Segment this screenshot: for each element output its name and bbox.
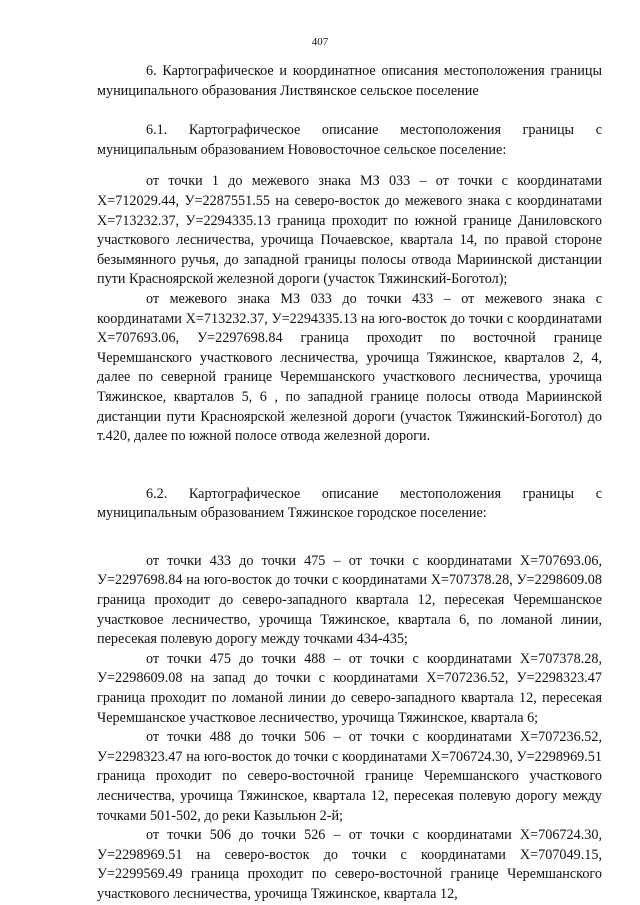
paragraph: от точки 433 до точки 475 – от точки с координатами Х=707693.06, У=2297698.84 на юго-восток до точки с координатами Х=707378.28, У=2298609.08 граница проходит до северо-западного квартала 12, пересекая Черемшанское участковое лесничество, урочища Тяжинское, квартала 6, по ломаной линии, пересекая полевую дорогу между точками 434-435; (97, 552, 602, 648)
page-number: 407 (311, 36, 329, 48)
paragraph: от межевого знака МЗ 033 до точки 433 – от межевого знака с координатами Х=713232.37, У=2294335.13 на юго-восток до точки с координатами Х=707693.06, У=2297698.84 граница проходит по восточной границе Черемшанского участкового лесничества, урочища Тяжинское, кварталов 2, 4, далее по северной границе Черемшанского участкового лесничества, урочища Тяжинское, кварталов 5, 6 , по западной границе полосы отвода Мариинской дистанции пути Красноярской железной дороги (участок Тяжинский-Боготол) до т.420, далее по южной полосе отвода железной дороги. (97, 290, 602, 445)
paragraph: от точки 506 до точки 526 – от точки с координатами Х=706724.30, У=2298969.51 на северо-восток до точки с координатами Х=707049.15, У=2299569.49 граница проходит по северо-восточной границе Черемшанского участкового лесничества, урочища Тяжинское, квартала 12, (97, 827, 602, 902)
document-body (97, 62, 602, 905)
paragraph: от точки 1 до межевого знака МЗ 033 – от точки с координатами Х=712029.44, У=2287551.55 на северо-восток до межевого знака с координатами Х=713232.37, У=2294335.13 граница проходит по южной границе Даниловского участкового лесничества, урочища Почаевское, квартала 14, по правой стороне безымянного ручья, до западной границы полосы отвода Мариинской дистанции пути Красноярской железной дороги (участок Тяжинский-Боготол); (97, 173, 602, 288)
section-heading-6: 6. Картографическое и координатное описания местоположения границы муниципального образования Листвянское сельское поселение (97, 63, 602, 99)
section-title-6-2: 6.2. Картографическое описание местоположения границы с муниципальным образованием Тяжинское городское поселение: (97, 485, 602, 522)
paragraph: от точки 475 до точки 488 – от точки с координатами Х=707378.28, У=2298609.08 на запад до точки с координатами Х=707236.52, У=2298323.47 граница проходит по ломаной линии до северо-западного квартала 12, пересекая Черемшанское участковое лесничество, урочища Тяжинское, квартала 6; (97, 650, 602, 726)
section-title-6-1: 6.1. Картографическое описание местоположения границы с муниципальным образованием Нововосточное сельское поселение: (97, 122, 602, 158)
paragraph: от точки 488 до точки 506 – от точки с координатами Х=707236.52, У=2298323.47 на юго-восток до точки с координатами Х=706724.30, У=2298969.51 граница проходит по северо-восточной границе Черемшанского участкового лесничества, урочища Тяжинское, квартала 12, пересекая полевую дорогу между точками 501-502, до реки Казыльюн 2-й; (97, 729, 602, 824)
